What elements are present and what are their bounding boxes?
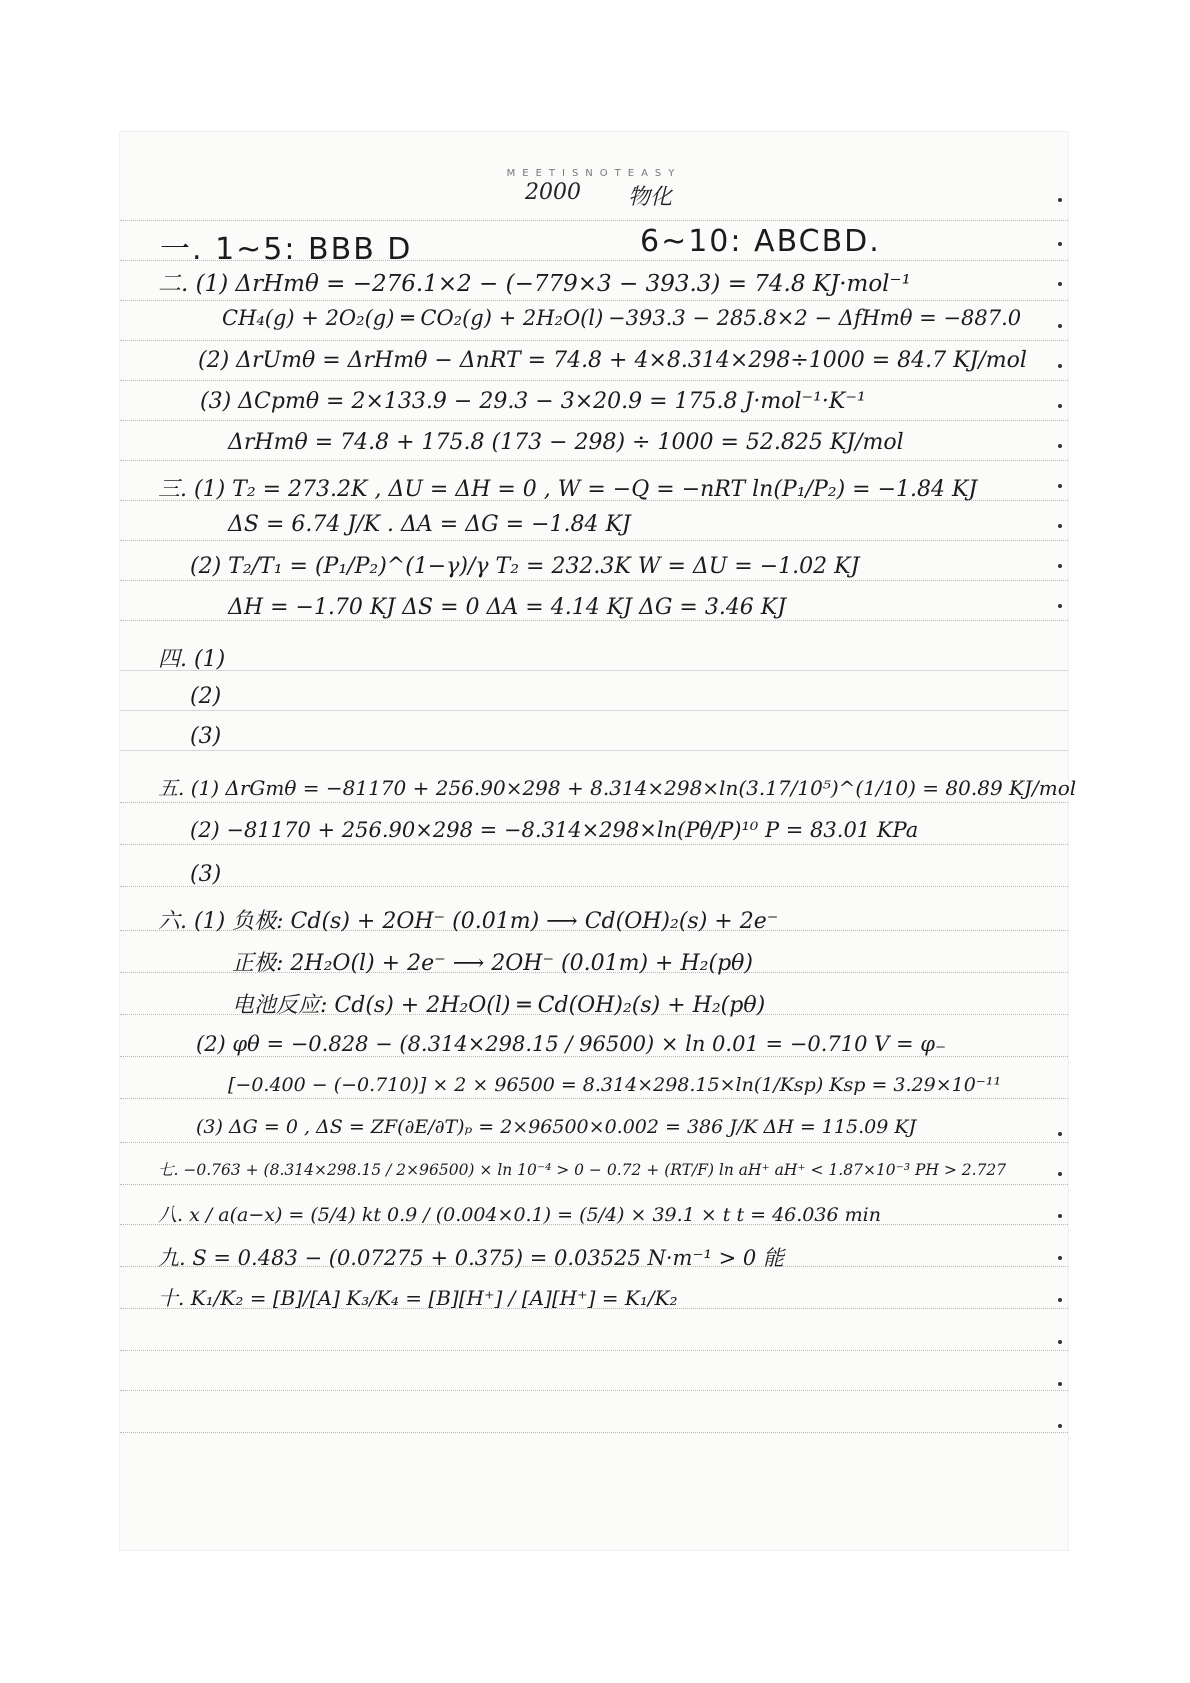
binding-dot (1058, 484, 1062, 488)
answer-line: (3) (190, 724, 222, 749)
answer-line: 七. −0.763 + (8.314×298.15 / 2×96500) × ln 10⁻⁴ > 0 − 0.72 + (RT/F) ln aH⁺ aH⁺ < 1.87×10⁻³ PH > 2.727 (158, 1161, 1007, 1179)
ruled-line (120, 1184, 1068, 1185)
answer-line: ΔH = −1.70 KJ ΔS = 0 ΔA = 4.14 KJ ΔG = 3.46 KJ (228, 595, 787, 620)
binding-dot (1058, 524, 1062, 528)
binding-dot (1058, 404, 1062, 408)
binding-dot (1058, 1172, 1062, 1176)
answer-line: ΔrHmθ = 74.8 + 175.8 (173 − 298) ÷ 1000 = 52.825 KJ/mol (228, 430, 904, 455)
answer-line: (2) ΔrUmθ = ΔrHmθ − ΔnRT = 74.8 + 4×8.314×298÷1000 = 84.7 KJ/mol (198, 348, 1027, 373)
answer-line: 电池反应: Cd(s) + 2H₂O(l) ═ Cd(OH)₂(s) + H₂(pθ) (232, 993, 766, 1018)
binding-dot (1058, 1214, 1062, 1218)
ruled-line (120, 1142, 1068, 1143)
answer-line: 一. 1~5: BBB D (160, 232, 413, 267)
answer-line: 六. (1) 负极: Cd(s) + 2OH⁻ (0.01m) ⟶ Cd(OH)₂(s) + 2e⁻ (158, 909, 779, 934)
ruled-line (120, 340, 1068, 341)
answer-line: 二. (1) ΔrHmθ = −276.1×2 − (−779×3 − 393.3) = 74.8 KJ·mol⁻¹ (158, 271, 911, 297)
ruled-line (120, 1098, 1068, 1099)
answer-line: 四. (1) (158, 647, 226, 672)
answer-line: (3) ΔG = 0 , ΔS = ZF(∂E/∂T)ₚ = 2×96500×0.002 = 386 J/K ΔH = 115.09 KJ (196, 1116, 917, 1138)
ruled-line (120, 580, 1068, 581)
binding-dot (1058, 198, 1062, 202)
binding-dot (1058, 604, 1062, 608)
ruled-line (120, 220, 1068, 221)
binding-dot (1058, 1382, 1062, 1386)
notebook-page (120, 132, 1077, 1550)
binding-dot (1058, 364, 1062, 368)
ruled-line (120, 1350, 1068, 1351)
ruled-line (120, 750, 1068, 751)
answer-line: 九. S = 0.483 − (0.07275 + 0.375) = 0.03525 N·m⁻¹ > 0 能 (158, 1246, 784, 1270)
answer-line: (2) −81170 + 256.90×298 = −8.314×298×ln(Pθ/P)¹⁰ P = 83.01 KPa (190, 818, 919, 842)
ruled-line (120, 300, 1068, 301)
answer-line: [−0.400 − (−0.710)] × 2 × 96500 = 8.314×298.15×ln(1/Ksp) Ksp = 3.29×10⁻¹¹ (228, 1074, 1002, 1096)
binding-dot (1058, 1132, 1062, 1136)
answer-line: 八. x / a(a−x) = (5/4) kt 0.9 / (0.004×0.1) = (5/4) × 39.1 × t t = 46.036 min (158, 1204, 881, 1226)
answer-line: (3) (190, 862, 222, 887)
answer-line: 五. (1) ΔrGmθ = −81170 + 256.90×298 + 8.314×298×ln(3.17/10⁵)^(1/10) = 80.89 KJ/mol (158, 776, 1077, 800)
answer-line: ΔS = 6.74 J/K . ΔA = ΔG = −1.84 KJ (228, 512, 631, 537)
ruled-line (120, 1390, 1068, 1391)
binding-dot (1058, 1256, 1062, 1260)
ruled-line (120, 420, 1068, 421)
ruled-line (120, 1056, 1068, 1057)
ruled-line (120, 460, 1068, 461)
binding-dot (1058, 1424, 1062, 1428)
answer-line: (2) T₂/T₁ = (P₁/P₂)^(1−γ)/γ T₂ = 232.3K W = ΔU = −1.02 KJ (190, 554, 860, 579)
binding-dot (1058, 242, 1062, 246)
ruled-line (120, 540, 1068, 541)
ruled-line (120, 844, 1068, 845)
ruled-line (120, 380, 1068, 381)
title-year: 2000 (525, 180, 581, 205)
binding-dot (1058, 444, 1062, 448)
binding-dot (1058, 1340, 1062, 1344)
answer-line: −393.3 − 285.8×2 − ΔfHmθ = −887.0 (608, 306, 1022, 330)
title-subject: 物化 (628, 185, 673, 210)
binding-dot (1058, 324, 1062, 328)
ruled-line (120, 670, 1068, 671)
answer-line: 三. (1) T₂ = 273.2K , ΔU = ΔH = 0 , W = −Q = −nRT ln(P₁/P₂) = −1.84 KJ (158, 477, 978, 502)
ruled-line (120, 710, 1068, 711)
answer-line: (2) φθ = −0.828 − (8.314×298.15 / 96500) × ln 0.01 = −0.710 V = φ₋ (196, 1032, 947, 1056)
ruled-line (120, 802, 1068, 803)
answer-line: 6~10: ABCBD. (640, 224, 881, 259)
answer-line: CH₄(g) + 2O₂(g) ═ CO₂(g) + 2H₂O(l) (222, 306, 604, 330)
ruled-line (120, 886, 1068, 887)
brand-header: MEETISNOTEASY (506, 168, 682, 179)
ruled-line (120, 620, 1068, 621)
answer-line: (2) (190, 684, 222, 709)
answer-line: (3) ΔCpmθ = 2×133.9 − 29.3 − 3×20.9 = 175.8 J·mol⁻¹·K⁻¹ (200, 389, 866, 414)
binding-dot (1058, 564, 1062, 568)
answer-line: 正极: 2H₂O(l) + 2e⁻ ⟶ 2OH⁻ (0.01m) + H₂(pθ) (232, 951, 753, 976)
ruled-line (120, 1432, 1068, 1433)
binding-dot (1058, 1298, 1062, 1302)
answer-line: 十. K₁/K₂ = [B]/[A] K₃/K₄ = [B][H⁺] / [A][H⁺] = K₁/K₂ (158, 1286, 678, 1310)
binding-dot (1058, 282, 1062, 286)
